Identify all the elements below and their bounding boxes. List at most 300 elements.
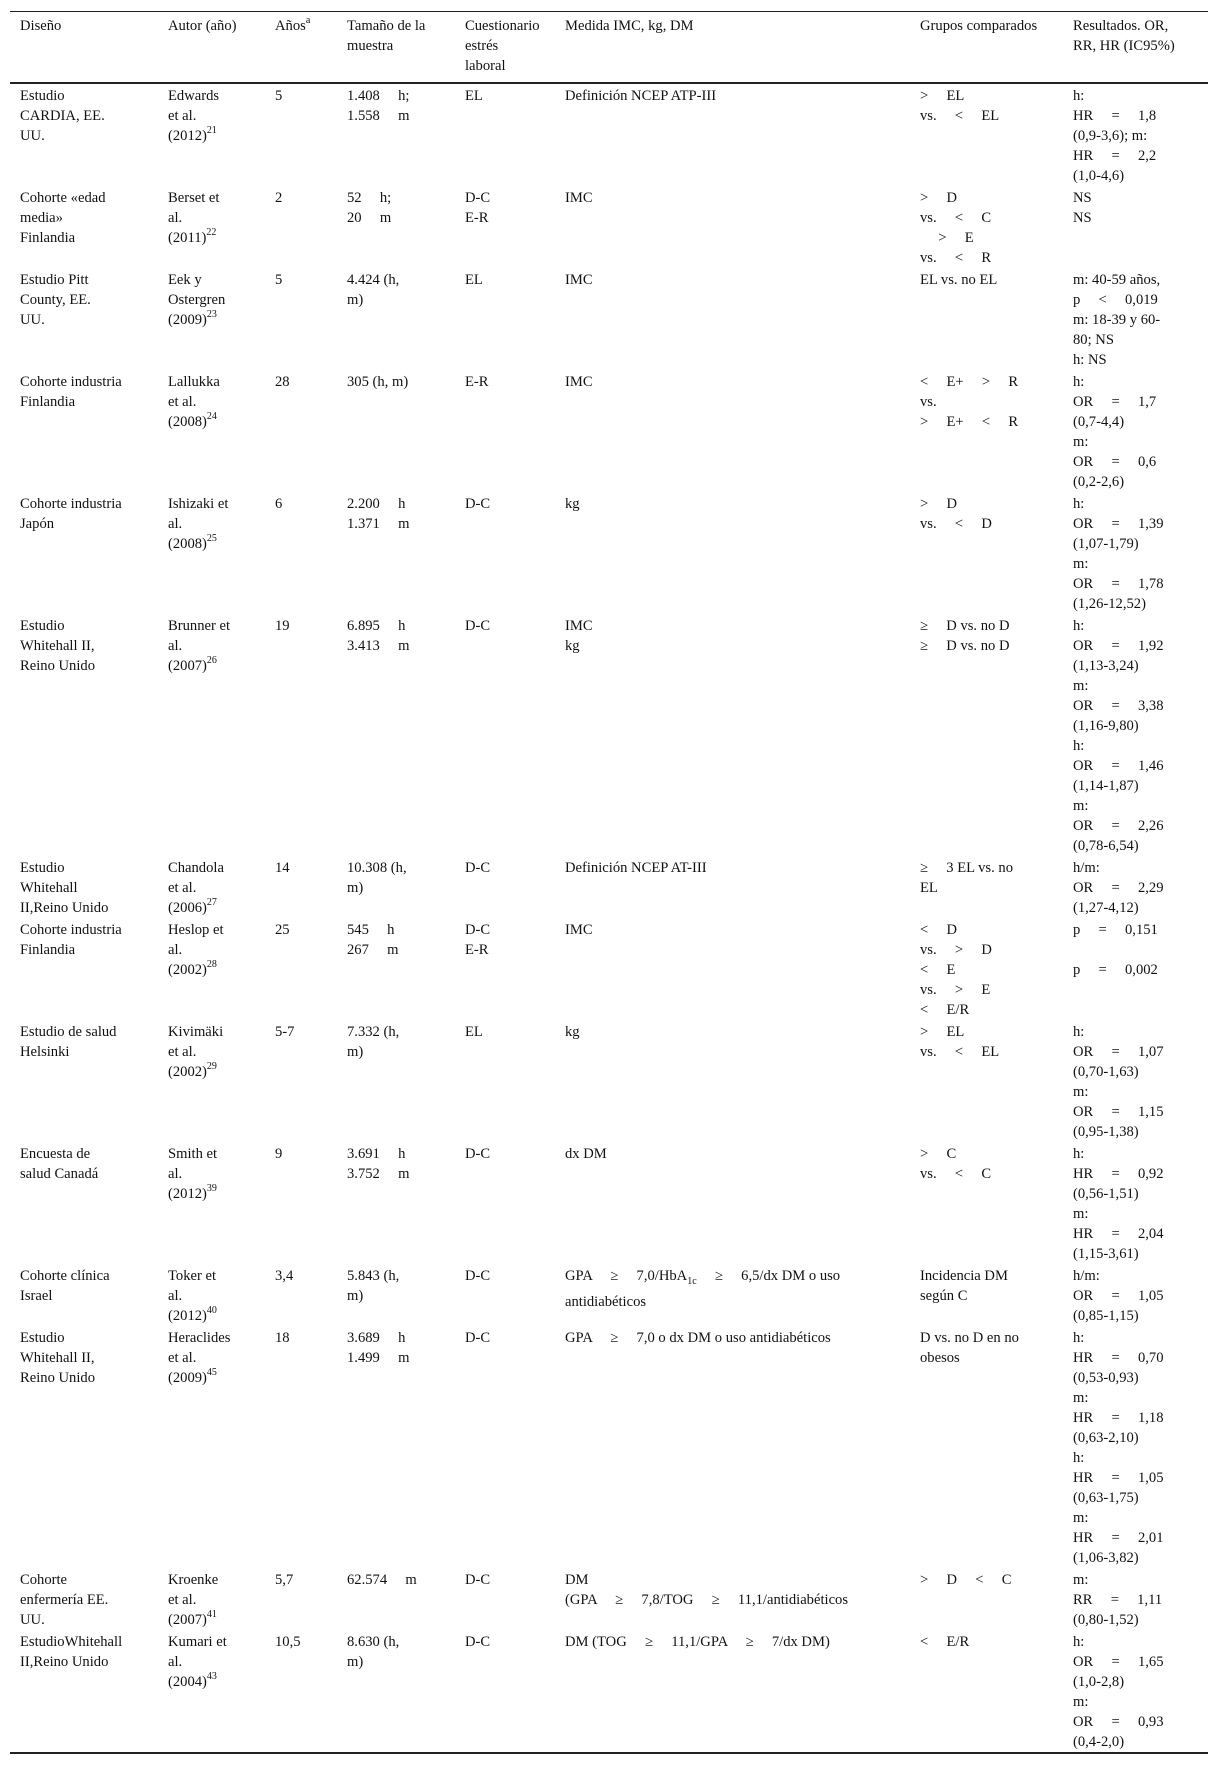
cell-line: < D <box>920 922 958 938</box>
cell-line: Finlandia <box>20 942 76 958</box>
cell-resultados <box>1063 856 1208 918</box>
cell-grupos <box>910 83 1063 186</box>
cell-grupos <box>910 370 1063 492</box>
cell-line: 3.752 m <box>347 1166 410 1182</box>
cell-line: Finlandia <box>20 230 76 246</box>
cell-line: enfermería EE. <box>20 1592 109 1608</box>
medida-text: GPA ≥ 7,0/HbA <box>565 1268 688 1284</box>
citation-year <box>168 1062 257 1082</box>
header-label: Años <box>275 18 306 34</box>
table-row <box>10 492 1208 614</box>
cell-line: vs. < C <box>920 1166 992 1182</box>
cell-line: (1,15-3,61) <box>1073 1246 1139 1262</box>
cell-grupos <box>910 1142 1063 1264</box>
cell-grupos <box>910 268 1063 370</box>
cell-line: > EL <box>920 88 965 104</box>
cell-line: 305 (h, m) <box>347 374 409 390</box>
cell-autor <box>158 1264 265 1326</box>
cell-line: (1,16-9,80) <box>1073 718 1139 734</box>
cell-line: et al. <box>168 108 197 124</box>
cell-line: Estudio de salud <box>20 1024 117 1040</box>
citation-year-text: (2006) <box>168 900 207 916</box>
cell-line: salud Canadá <box>20 1166 99 1182</box>
cell-line: EL <box>465 88 483 104</box>
cell-autor <box>158 83 265 186</box>
cell-line: County, EE. <box>20 292 91 308</box>
cell-diseno <box>10 1142 158 1264</box>
cell-anos <box>265 918 337 1020</box>
cell-line: RR = 1,11 <box>1073 1592 1163 1608</box>
cell-line: II,Reino Unido <box>20 1654 109 1670</box>
cell-line: D-C <box>465 1634 491 1650</box>
cell-line: (0,80-1,52) <box>1073 1612 1139 1628</box>
citation-year <box>168 1610 257 1630</box>
cell-line: E-R <box>465 942 489 958</box>
cell-line: (1,26-12,52) <box>1073 596 1146 612</box>
table-row <box>10 1020 1208 1142</box>
cell-cuestionario <box>455 268 555 370</box>
cell-medida <box>555 1568 910 1630</box>
cell-line: (1,13-3,24) <box>1073 658 1139 674</box>
cell-cuestionario <box>455 1326 555 1568</box>
cell-grupos <box>910 1630 1063 1753</box>
citation-year <box>168 1184 257 1204</box>
cell-line: D-C <box>465 618 491 634</box>
cell-line: 3.413 m <box>347 638 410 654</box>
citation-year-text: (2002) <box>168 962 207 978</box>
cell-tamano <box>337 370 455 492</box>
citation-year-text: (2012) <box>168 128 207 144</box>
cell-line: 28 <box>275 374 290 390</box>
citation-year-text: (2012) <box>168 1308 207 1324</box>
header-label: Medida IMC, kg, DM <box>565 18 694 34</box>
citation-year-text: (2009) <box>168 1370 207 1386</box>
reference-number: 29 <box>206 1061 217 1073</box>
cell-line: media» <box>20 210 63 226</box>
cell-grupos <box>910 1326 1063 1568</box>
cell-line: m: 40-59 años, <box>1073 272 1161 288</box>
cell-line: (1,0-4,6) <box>1073 168 1125 184</box>
cell-line: m: <box>1073 1206 1089 1222</box>
cell-line: m: <box>1073 434 1089 450</box>
citation-year-text: (2007) <box>168 1612 207 1628</box>
cell-line: 3.691 h <box>347 1146 406 1162</box>
cell-line: h: <box>1073 1634 1085 1650</box>
cell-resultados <box>1063 1020 1208 1142</box>
reference-number: 22 <box>206 227 217 239</box>
cell-line: vs. < EL <box>920 1044 1000 1060</box>
cell-line: NS <box>1073 210 1092 226</box>
citation-year-text: (2007) <box>168 658 207 674</box>
cell-line: 62.574 m <box>347 1572 417 1588</box>
cell-medida <box>555 856 910 918</box>
cell-medida <box>555 1326 910 1568</box>
cell-line: (1,14-1,87) <box>1073 778 1139 794</box>
cell-line: vs. < R <box>920 250 992 266</box>
cell-medida <box>555 1142 910 1264</box>
cell-line: al. <box>168 1288 183 1304</box>
cell-line: < E <box>920 962 956 978</box>
cell-line: (1,06-3,82) <box>1073 1550 1139 1566</box>
reference-number: 23 <box>206 309 217 321</box>
cell-tamano <box>337 83 455 186</box>
cell-line: Cohorte <box>20 1572 68 1588</box>
cell-line: OR = 2,29 <box>1073 880 1164 896</box>
cell-medida <box>555 1630 910 1753</box>
cell-line: h: <box>1073 738 1085 754</box>
table-row <box>10 1326 1208 1568</box>
cell-line: (0,2-2,6) <box>1073 474 1125 490</box>
header-diseno <box>10 12 158 84</box>
cell-autor <box>158 918 265 1020</box>
cell-diseno <box>10 492 158 614</box>
cell-line: 10,5 <box>275 1634 301 1650</box>
cell-line: HR = 2,2 <box>1073 148 1157 164</box>
cell-line: Kivimäki <box>168 1024 224 1040</box>
table-row <box>10 856 1208 918</box>
cell-line: Smith et <box>168 1146 218 1162</box>
cell-line: OR = 1,07 <box>1073 1044 1164 1060</box>
cell-line: et al. <box>168 880 197 896</box>
cell-line: vs. < EL <box>920 108 1000 124</box>
cell-line: (0,70-1,63) <box>1073 1064 1139 1080</box>
cell-line: D-C <box>465 1572 491 1588</box>
cell-tamano <box>337 1568 455 1630</box>
cell-line: vs. < C <box>920 210 992 226</box>
cell-line: IMC <box>565 272 593 288</box>
cell-anos <box>265 370 337 492</box>
cell-line: Japón <box>20 516 55 532</box>
cell-diseno <box>10 1326 158 1568</box>
cell-tamano <box>337 1630 455 1753</box>
cell-line: p = 0,151 <box>1073 922 1158 938</box>
medida-text: ≥ 6,5/dx DM o uso <box>696 1268 841 1284</box>
cell-grupos <box>910 1568 1063 1630</box>
cell-autor <box>158 186 265 268</box>
cell-line: 5,7 <box>275 1572 294 1588</box>
cell-tamano <box>337 1326 455 1568</box>
cell-autor <box>158 1020 265 1142</box>
reference-number: 26 <box>206 655 217 667</box>
header-label: Diseño <box>20 18 62 34</box>
citation-year-text: (2008) <box>168 414 207 430</box>
cell-line: m: <box>1073 798 1089 814</box>
cell-line: 6.895 h <box>347 618 406 634</box>
cell-line: m: <box>1073 1084 1089 1100</box>
table-body <box>10 83 1208 1753</box>
cell-autor <box>158 614 265 856</box>
cell-line: p = 0,002 <box>1073 962 1158 978</box>
cell-line: Definición NCEP AT-III <box>565 860 707 876</box>
cell-line: al. <box>168 1166 183 1182</box>
cell-medida <box>555 268 910 370</box>
reference-number: 45 <box>206 1367 217 1379</box>
cell-line: Definición NCEP ATP-III <box>565 88 717 104</box>
cell-line: Cohorte industria <box>20 374 122 390</box>
cell-cuestionario <box>455 856 555 918</box>
cell-diseno <box>10 918 158 1020</box>
citation-year <box>168 656 257 676</box>
cell-line: 5 <box>275 88 283 104</box>
cell-line: obesos <box>920 1350 960 1366</box>
cell-line: Ostergren <box>168 292 226 308</box>
citation-year <box>168 1368 257 1388</box>
cell-autor <box>158 1630 265 1753</box>
cell-line: Incidencia DM <box>920 1268 1008 1284</box>
citation-year-text: (2002) <box>168 1064 207 1080</box>
cell-line: 5.843 (h, <box>347 1268 400 1284</box>
cell-line: h: <box>1073 618 1085 634</box>
cell-medida <box>555 918 910 1020</box>
cell-diseno <box>10 856 158 918</box>
citation-year <box>168 310 257 330</box>
cell-grupos <box>910 614 1063 856</box>
cell-line: vs. <box>920 394 937 410</box>
cell-resultados <box>1063 268 1208 370</box>
header-label: laboral <box>465 58 506 74</box>
cell-medida <box>555 492 910 614</box>
cell-line: E-R <box>465 210 489 226</box>
cell-diseno <box>10 1568 158 1630</box>
citation-year-text: (2011) <box>168 230 207 246</box>
citation-year-text: (2004) <box>168 1674 207 1690</box>
cell-line: m) <box>347 1288 364 1304</box>
cell-cuestionario <box>455 370 555 492</box>
cell-cuestionario <box>455 492 555 614</box>
cell-autor <box>158 1326 265 1568</box>
cell-line: 6 <box>275 496 283 512</box>
cell-line: Whitehall II, <box>20 638 95 654</box>
cell-autor <box>158 1568 265 1630</box>
cell-line: 3,4 <box>275 1268 294 1284</box>
cell-line: 9 <box>275 1146 283 1162</box>
cell-line: (0,56-1,51) <box>1073 1186 1139 1202</box>
cell-anos <box>265 1568 337 1630</box>
header-label: Grupos comparados <box>920 18 1038 34</box>
cell-line: m: <box>1073 678 1089 694</box>
citation-year <box>168 126 257 146</box>
cell-line: OR = 2,26 <box>1073 818 1164 834</box>
cell-resultados <box>1063 1326 1208 1568</box>
cell-line: h: <box>1073 88 1085 104</box>
cell-line: EstudioWhitehall <box>20 1634 123 1650</box>
cell-anos <box>265 1326 337 1568</box>
cell-line: II,Reino Unido <box>20 900 109 916</box>
cell-line: HR = 1,18 <box>1073 1410 1164 1426</box>
cell-line: 25 <box>275 922 290 938</box>
cell-line: al. <box>168 1654 183 1670</box>
cell-diseno <box>10 1630 158 1753</box>
cell-line: OR = 1,05 <box>1073 1288 1164 1304</box>
citation-year <box>168 898 257 918</box>
cell-line: NS <box>1073 190 1092 206</box>
cell-diseno <box>10 186 158 268</box>
cell-line: > E <box>920 230 974 246</box>
cell-cuestionario <box>455 83 555 186</box>
cell-cuestionario <box>455 1630 555 1753</box>
table-row <box>10 186 1208 268</box>
cell-resultados <box>1063 83 1208 186</box>
cell-resultados <box>1063 1264 1208 1326</box>
table-row <box>10 83 1208 186</box>
cell-resultados <box>1063 1142 1208 1264</box>
cell-anos <box>265 268 337 370</box>
cell-medida <box>555 370 910 492</box>
cell-line: al. <box>168 516 183 532</box>
header-label: Cuestionario <box>465 18 540 34</box>
cell-line: > EL <box>920 1024 965 1040</box>
cell-anos <box>265 614 337 856</box>
header-cuestionario <box>455 12 555 84</box>
cell-line: dx DM <box>565 1146 607 1162</box>
header-medida <box>555 12 910 84</box>
cell-line: 2 <box>275 190 283 206</box>
cell-line: Whitehall II, <box>20 1350 95 1366</box>
cell-line: Reino Unido <box>20 1370 95 1386</box>
citation-year <box>168 228 257 248</box>
cell-line: OR = 0,6 <box>1073 454 1157 470</box>
cell-medida <box>555 83 910 186</box>
header-resultados <box>1063 12 1208 84</box>
cell-autor <box>158 370 265 492</box>
cell-line: GPA ≥ 7,0 o dx DM o uso antidiabéticos <box>565 1330 831 1346</box>
citation-year <box>168 1306 257 1326</box>
cell-line: UU. <box>20 1612 45 1628</box>
cell-grupos <box>910 918 1063 1020</box>
cell-line: (1,27-4,12) <box>1073 900 1139 916</box>
cell-line: OR = 1,78 <box>1073 576 1164 592</box>
header-label: estrés <box>465 38 499 54</box>
table-row <box>10 1630 1208 1753</box>
cell-tamano <box>337 614 455 856</box>
cell-line: Ishizaki et <box>168 496 229 512</box>
cell-line: al. <box>168 210 183 226</box>
cell-diseno <box>10 1264 158 1326</box>
cell-tamano <box>337 268 455 370</box>
cell-line: 545 h <box>347 922 395 938</box>
cell-anos <box>265 1264 337 1326</box>
cell-medida <box>555 1264 910 1326</box>
cell-resultados <box>1063 1568 1208 1630</box>
cell-line: > E+ < R <box>920 414 1019 430</box>
cell-grupos <box>910 492 1063 614</box>
cell-line: m: <box>1073 1390 1089 1406</box>
cell-line: > D <box>920 190 958 206</box>
cell-line: D vs. no D en no <box>920 1330 1019 1346</box>
table-row <box>10 1264 1208 1326</box>
table-row <box>10 370 1208 492</box>
cell-resultados <box>1063 1630 1208 1753</box>
studies-table <box>10 11 1208 1754</box>
cell-line: (0,85-1,15) <box>1073 1308 1139 1324</box>
reference-number: 39 <box>206 1183 217 1195</box>
cell-line: HR = 0,92 <box>1073 1166 1164 1182</box>
cell-line: (0,78-6,54) <box>1073 838 1139 854</box>
cell-line: 1.558 m <box>347 108 410 124</box>
cell-line: Estudio <box>20 618 65 634</box>
reference-number: 27 <box>206 897 217 909</box>
cell-line: IMC <box>565 618 593 634</box>
reference-number: 21 <box>206 125 217 137</box>
cell-autor <box>158 268 265 370</box>
cell-line: > D < C <box>920 1572 1012 1588</box>
citation-year-text: (2009) <box>168 312 207 328</box>
cell-anos <box>265 856 337 918</box>
cell-line: h: <box>1073 496 1085 512</box>
header-tamano <box>337 12 455 84</box>
cell-line: al. <box>168 638 183 654</box>
cell-line: EL <box>465 1024 483 1040</box>
cell-grupos <box>910 186 1063 268</box>
cell-line: (GPA ≥ 7,8/TOG ≥ 11,1/antidiabéticos <box>565 1592 849 1608</box>
header-label: Resultados. OR, <box>1073 18 1169 34</box>
cell-line: IMC <box>565 374 593 390</box>
cell-line: OR = 1,7 <box>1073 394 1157 410</box>
cell-autor <box>158 1142 265 1264</box>
cell-line <box>565 1266 902 1292</box>
cell-line: Estudio <box>20 860 65 876</box>
cell-line: OR = 1,92 <box>1073 638 1164 654</box>
cell-line: (0,63-2,10) <box>1073 1430 1139 1446</box>
cell-line: IMC <box>565 190 593 206</box>
cell-line: Kumari et <box>168 1634 227 1650</box>
cell-line: m: <box>1073 1510 1089 1526</box>
cell-line: Cohorte industria <box>20 922 122 938</box>
cell-line: UU. <box>20 128 45 144</box>
cell-anos <box>265 1630 337 1753</box>
cell-line: 1.371 m <box>347 516 410 532</box>
cell-line: 3.689 h <box>347 1330 406 1346</box>
cell-line: m) <box>347 1654 364 1670</box>
cell-cuestionario <box>455 1568 555 1630</box>
cell-line: vs. > E <box>920 982 991 998</box>
cell-line: D-C <box>465 1330 491 1346</box>
cell-line: 18 <box>275 1330 290 1346</box>
table-header <box>10 12 1208 84</box>
cell-line: HR = 1,8 <box>1073 108 1157 124</box>
cell-autor <box>158 492 265 614</box>
table-row <box>10 614 1208 856</box>
table-row <box>10 1568 1208 1630</box>
cell-line: 80; NS <box>1073 332 1114 348</box>
cell-line: Cohorte «edad <box>20 190 106 206</box>
header-label: RR, HR (IC95%) <box>1073 38 1175 54</box>
cell-line: HR = 0,70 <box>1073 1350 1164 1366</box>
cell-line: Berset et <box>168 190 220 206</box>
cell-line <box>1073 940 1200 960</box>
cell-line: Cohorte industria <box>20 496 122 512</box>
cell-diseno <box>10 268 158 370</box>
cell-line: OR = 1,39 <box>1073 516 1164 532</box>
cell-line: E-R <box>465 374 489 390</box>
cell-line: OR = 3,38 <box>1073 698 1164 714</box>
cell-line: Helsinki <box>20 1044 70 1060</box>
reference-number: 24 <box>206 411 217 423</box>
cell-line: Reino Unido <box>20 658 95 674</box>
table-row <box>10 918 1208 1020</box>
cell-tamano <box>337 856 455 918</box>
header-label: Tamaño de la <box>347 18 426 34</box>
cell-cuestionario <box>455 918 555 1020</box>
citation-year <box>168 1672 257 1692</box>
cell-medida <box>555 1020 910 1142</box>
cell-line: h: <box>1073 1330 1085 1346</box>
cell-line: h: NS <box>1073 352 1107 368</box>
cell-line: (0,7-4,4) <box>1073 414 1125 430</box>
cell-line: OR = 1,65 <box>1073 1654 1164 1670</box>
cell-resultados <box>1063 492 1208 614</box>
cell-line: ≥ D vs. no D <box>920 638 1010 654</box>
